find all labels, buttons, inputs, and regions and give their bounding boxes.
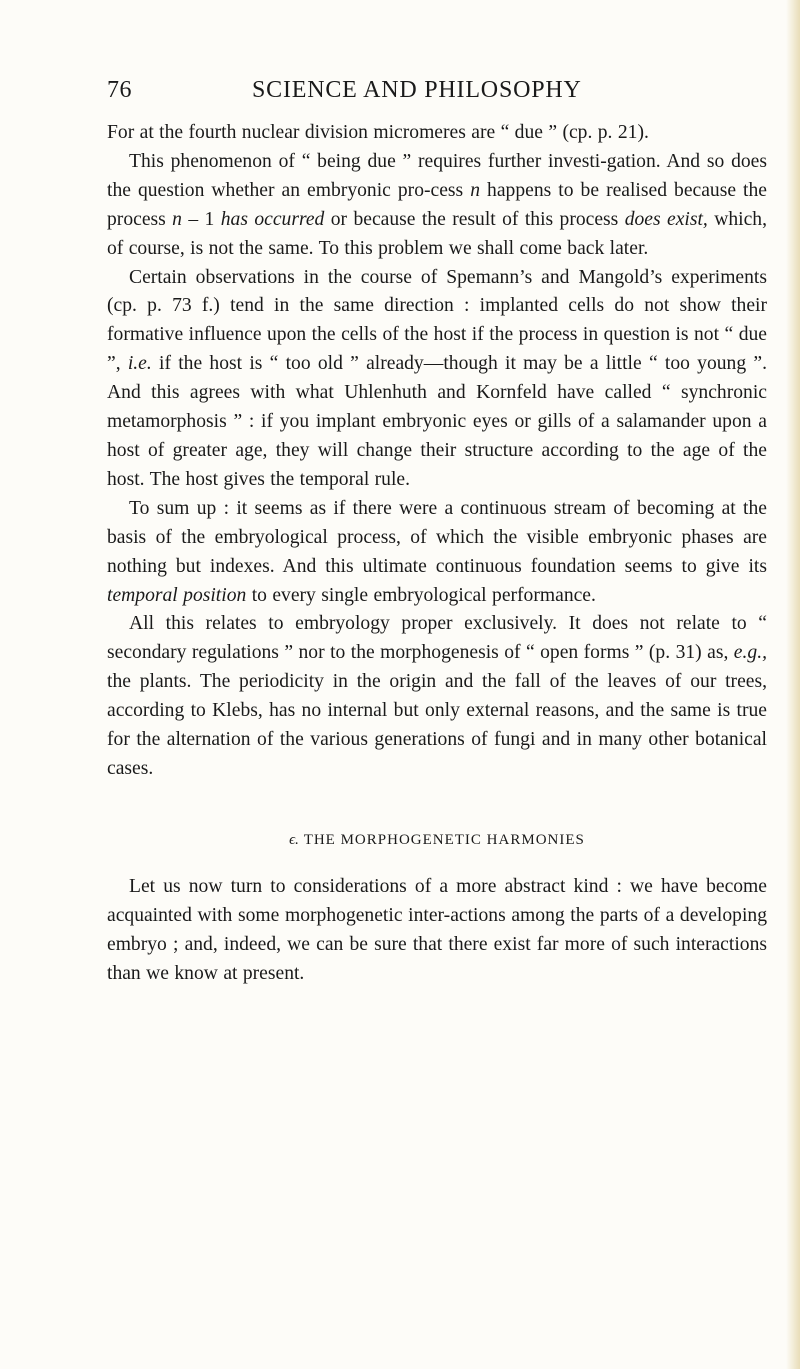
italic-text: e.g., bbox=[733, 642, 767, 664]
text-run: Let us now turn to considerations of a more abstract kind : we have become acquainted with some morphogenetic inter-actions among the parts of a developing embryo ; and, indeed, we can be sure that there exist far more of such interactions than we know at present. bbox=[107, 875, 767, 984]
running-title: SCIENCE AND PHILOSOPHY bbox=[252, 77, 582, 103]
text-run: For at the fourth nuclear division micromeres are “ due ” (cp. p. 21). bbox=[107, 122, 649, 143]
italic-text: n bbox=[470, 179, 480, 201]
text-run: the plants. The periodicity in the origin and the fall of the leaves of our trees, according to Klebs, has no internal but only external reasons, and the same is true for the alternation of the various generations of fungi and in many other botanical cases. bbox=[107, 671, 767, 779]
text-run: or because the result of this process bbox=[324, 208, 625, 230]
paragraph bbox=[107, 495, 767, 611]
italic-text: i.e. bbox=[127, 353, 152, 375]
text-run: if the host is “ too old ” already—though it may be a little “ too young ”. And this agrees with what Uhlenhuth and Kornfeld have called “ synchronic metamorphosis ” : if you implant embryonic eyes or gills of a salamander upon a host of greater age, they will change their structure according to the age of the host. The host gives the temporal rule. bbox=[107, 353, 767, 490]
italic-text: temporal position bbox=[107, 584, 247, 606]
book-page bbox=[107, 77, 767, 988]
page-number: 76 bbox=[107, 77, 132, 103]
text-run: – 1 bbox=[181, 208, 221, 230]
text-run: To sum up : it seems as if there were a continuous stream of becoming at the basis of the embryological process, of which the visible embryonic phases are nothing but indexes. And this ultimate continuous foundation seems to give its bbox=[107, 497, 767, 577]
text-run: All this relates to embryology proper exclusively. It does not relate to “ secondary regulations ” nor to the morphogenesis of “ open forms ” (p. 31) as, bbox=[107, 613, 767, 664]
paragraph bbox=[107, 148, 767, 264]
section-symbol: ϵ. bbox=[289, 831, 299, 848]
italic-text: does exist, bbox=[624, 208, 708, 230]
section-heading bbox=[107, 832, 767, 849]
page-edge-shadow bbox=[786, 0, 800, 1369]
italic-text: n bbox=[172, 208, 182, 230]
text-run: This phenomenon of “ being due ” requires further investi-gation. And so does the question whether an embryonic pro-cess bbox=[107, 150, 767, 201]
section-text bbox=[107, 873, 767, 989]
main-text bbox=[107, 119, 767, 784]
text-run: Certain observations in the course of Spemann’s and Mangold’s experiments (cp. p. 73 f.) tend in the same direction : implanted cells do not show their formative influence upon the cells of the host if the process in question is not “ due ”, bbox=[107, 266, 767, 375]
italic-text: has occurred bbox=[220, 208, 325, 230]
paragraph bbox=[107, 873, 767, 989]
paragraph bbox=[107, 119, 767, 148]
paragraph bbox=[107, 610, 767, 783]
text-run: to every single embryological performance. bbox=[246, 584, 596, 606]
paragraph bbox=[107, 264, 767, 495]
text-run: which, of course, is not the same. To this problem we shall come back later. bbox=[107, 208, 767, 259]
running-head bbox=[107, 77, 767, 113]
section-title: THE MORPHOGENETIC HARMONIES bbox=[303, 831, 585, 848]
text-run: happens to be realised because the process bbox=[107, 179, 767, 230]
